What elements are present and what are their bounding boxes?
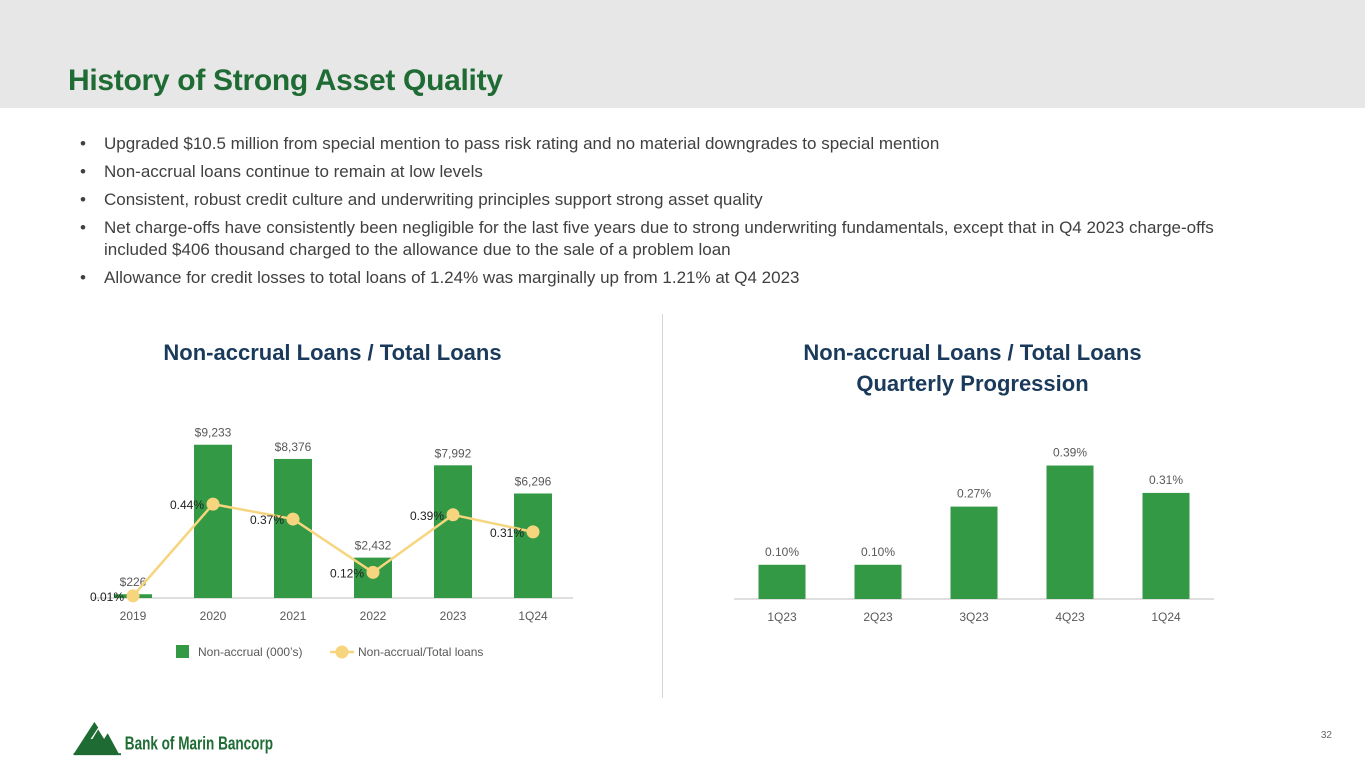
x-tick-label: 2Q23 (863, 610, 893, 624)
legend-bar-label: Non-accrual (000’s) (198, 645, 303, 659)
bar-value-label: 0.39% (1052, 445, 1088, 460)
bar-value-label: $9,233 (194, 425, 232, 440)
bullet-dot: • (80, 190, 86, 209)
bar-value-label: 0.10% (764, 544, 800, 559)
page-number: 32 (1320, 730, 1332, 741)
ratio-point (527, 525, 540, 538)
bullet-text: Non-accrual loans continue to remain at low levels (104, 162, 483, 181)
ratio-line (133, 504, 533, 596)
right-chart-title-line-1: Non-accrual Loans / Total Loans (803, 340, 1142, 365)
right-chart-title-line-2: Quarterly Progression (856, 371, 1089, 396)
ratio-point (367, 566, 380, 579)
ratio-label: 0.39% (409, 508, 444, 523)
bar-value-label: $2,432 (354, 538, 392, 553)
x-tick-label: 2020 (199, 609, 227, 623)
ratio-label: 0.01% (89, 589, 124, 604)
ratio-point (127, 589, 140, 602)
legend-bar-swatch (176, 645, 189, 658)
bullet-dot: • (80, 268, 86, 287)
x-tick-label: 4Q23 (1055, 610, 1085, 624)
bar-value-label: 0.27% (956, 486, 992, 501)
legend-line-marker (336, 646, 349, 659)
bar-value-label: $7,992 (434, 446, 472, 461)
x-tick-label: 1Q23 (767, 610, 797, 624)
x-tick-label: 3Q23 (959, 610, 989, 624)
ratio-label: 0.44% (169, 498, 204, 513)
bullet-dot: • (80, 162, 86, 181)
bar (514, 493, 552, 598)
ratio-point (207, 498, 220, 511)
bullet-text: Net charge-offs have consistently been negligible for the last five years due to strong underwriting fundamentals, except that in Q4 2023 charge-offs included $406 thousand charged to the allowance due to the sale of a problem loan (104, 218, 1214, 259)
bullet-text: Upgraded $10.5 million from special mention to pass risk rating and no material downgrades to special mention (104, 134, 940, 153)
bullet-dot: • (80, 134, 86, 153)
bar-value-label: $6,296 (514, 474, 552, 489)
ratio-label: 0.31% (489, 525, 524, 540)
mountain-trees-icon (74, 722, 122, 755)
page-title: History of Strong Asset Quality (68, 64, 503, 97)
logo-text: Bank of Marin Bancorp (124, 733, 273, 754)
bullet-text: Consistent, robust credit culture and underwriting principles support strong asset quality (104, 190, 763, 209)
bullet-dot: • (80, 218, 86, 237)
ratio-label: 0.12% (329, 566, 364, 581)
x-tick-label: 2019 (119, 609, 147, 623)
ratio-label: 0.37% (249, 513, 284, 528)
x-tick-label: 2023 (439, 609, 467, 623)
bank-logo (68, 720, 288, 758)
legend-line-label: Non-accrual/Total loans (358, 645, 484, 659)
x-tick-label: 2022 (359, 609, 387, 623)
ratio-point (287, 513, 300, 526)
bar (434, 465, 472, 598)
bar-value-label: $226 (119, 575, 147, 590)
ratio-point (447, 508, 460, 521)
bar-value-label: 0.10% (860, 544, 896, 559)
x-tick-label: 1Q24 (1151, 610, 1181, 624)
bar-value-label: $8,376 (274, 439, 312, 454)
bar (194, 445, 232, 598)
x-tick-label: 1Q24 (518, 609, 548, 623)
bullet-text: Allowance for credit losses to total loans of 1.24% was marginally up from 1.21% at Q4 2023 (104, 268, 800, 287)
bar-value-label: 0.31% (1148, 472, 1184, 487)
left-chart-title: Non-accrual Loans / Total Loans (163, 340, 502, 365)
x-tick-label: 2021 (279, 609, 307, 623)
